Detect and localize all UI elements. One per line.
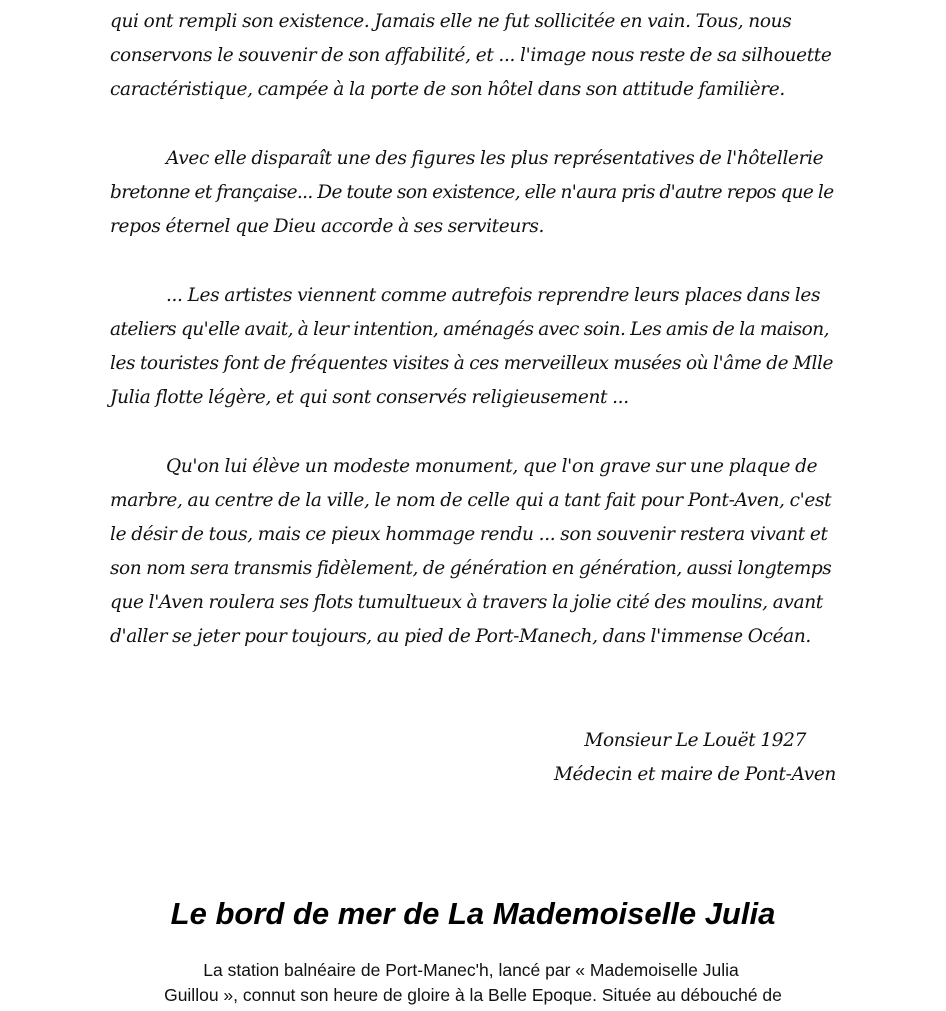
- section-title: Le bord de mer de La Mademoiselle Julia: [170, 896, 776, 931]
- text-line: La station balnéaire de Port-Manec'h, lancé par « Mademoiselle Julia: [203, 960, 739, 980]
- text-line: ateliers qu'elle avait, à leur intention, aménagés avec soin. Les amis de la maison,: [110, 319, 829, 340]
- text-line: Julia flotte légère, et qui sont conservés religieusement ...: [110, 387, 629, 408]
- text-line: repos éternel que Dieu accorde à ses serviteurs.: [110, 216, 545, 237]
- signature-name: Monsieur Le Louët 1927: [584, 730, 806, 751]
- text-line: le désir de tous, mais ce pieux hommage rendu ... son souvenir restera vivant et: [110, 524, 828, 545]
- letter-paragraph-3: [110, 279, 836, 415]
- letter-signature: [554, 724, 836, 792]
- letter-paragraph-2: [110, 142, 836, 244]
- text-line: Avec elle disparaît une des figures les plus représentatives de l'hôtellerie: [166, 148, 824, 169]
- text-line: conservons le souvenir de son affabilité, et ... l'image nous reste de sa silhouette: [110, 45, 832, 66]
- text-line: son nom sera transmis fidèlement, de génération en génération, aussi longtemps: [110, 558, 832, 579]
- text-line: bretonne et française... De toute son existence, elle n'aura pris d'autre repos que le: [110, 182, 834, 203]
- signature-title: Médecin et maire de Pont-Aven: [553, 764, 836, 785]
- text-line: qui ont rempli son existence. Jamais elle ne fut sollicitée en vain. Tous, nous: [110, 11, 792, 32]
- section-body: [0, 958, 946, 1008]
- text-line: que l'Aven roulera ses flots tumultueux à travers la jolie cité des moulins, avant: [110, 592, 823, 613]
- text-line: Guillou », connut son heure de gloire à la Belle Epoque. Située au débouché de: [164, 985, 782, 1005]
- letter-paragraph-4: [110, 450, 836, 654]
- letter-paragraph-1: [110, 5, 836, 107]
- text-line: ... Les artistes viennent comme autrefois reprendre leurs places dans les: [166, 285, 821, 306]
- text-line: caractéristique, campée à la porte de son hôtel dans son attitude familière.: [110, 79, 785, 100]
- text-line: les touristes font de fréquentes visites à ces merveilleux musées où l'âme de Mlle: [110, 353, 833, 374]
- text-line: Qu'on lui élève un modeste monument, que l'on grave sur une plaque de: [166, 456, 818, 477]
- text-line: marbre, au centre de la ville, le nom de celle qui a tant fait pour Pont-Aven, c'est: [110, 490, 832, 511]
- text-line: d'aller se jeter pour toujours, au pied de Port-Manech, dans l'immense Océan.: [110, 626, 811, 647]
